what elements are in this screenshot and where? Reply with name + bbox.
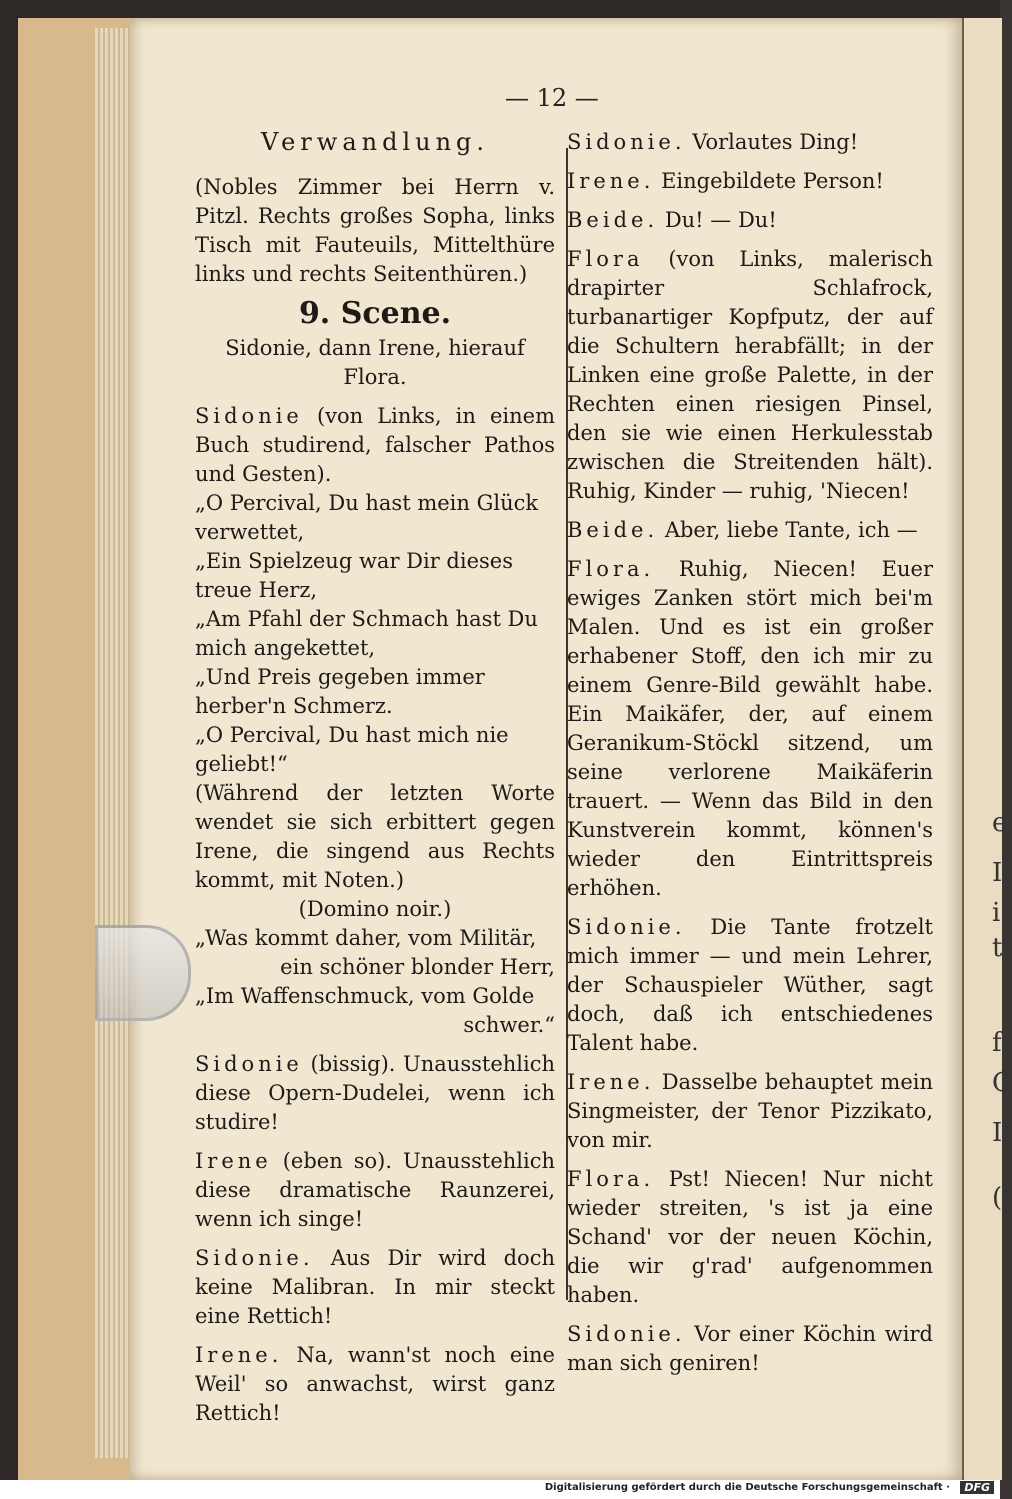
speech bbox=[195, 402, 555, 489]
speaker-name: Beide. bbox=[567, 518, 659, 542]
speech bbox=[195, 1341, 555, 1428]
speaker-name: Irene bbox=[195, 1149, 272, 1173]
speech-text: Vorlautes Ding! bbox=[692, 130, 859, 154]
speech-text: Ruhig, Niecen! Euer ewiges Zanken stört mich bei'm Malen. Und es ist ein großer erhabener Stoff, den ich mir zu einem Genre-Bild gewählt habe. Ein Maikäfer, der, auf einem Geranikum-Stöckl sitzend, um seine verlorene Maikäferin trauert. — Wenn das Bild in den Kunstverein kommt, können's wieder den Eintrittspreis erhöhen. bbox=[567, 557, 933, 900]
speech-text: Du! — Du! bbox=[664, 208, 777, 232]
speech bbox=[567, 167, 933, 196]
footer-bar bbox=[0, 1480, 1000, 1499]
speech bbox=[567, 1068, 933, 1155]
next-page-glyph: e bbox=[992, 808, 1008, 838]
next-page-glyph: I bbox=[992, 858, 1003, 888]
verse-line: „Am Pfahl der Schmach hast Du mich angekettet, bbox=[195, 607, 538, 660]
speech bbox=[195, 1147, 555, 1234]
page-edge-stack bbox=[95, 28, 135, 1458]
speaker-name: Irene. bbox=[195, 1343, 283, 1367]
speech-text: Na, wann'st noch eine Weil' so anwachst, wirst ganz Rettich! bbox=[195, 1343, 555, 1425]
right-column bbox=[567, 128, 933, 1378]
song-line: „Was kommt daher, vom Militär, bbox=[195, 926, 537, 950]
speaker-name: Sidonie bbox=[195, 1052, 303, 1076]
speech bbox=[195, 1244, 555, 1331]
speech-text: Eingebildete Person! bbox=[661, 169, 884, 193]
speaker-name: Beide. bbox=[567, 208, 659, 232]
speaker-name: Flora. bbox=[567, 557, 655, 581]
page-clip bbox=[95, 925, 191, 1021]
speech bbox=[567, 245, 933, 506]
song-line: schwer.“ bbox=[463, 1013, 555, 1037]
speech-text: Vor einer Köchin wird man sich geniren! bbox=[567, 1322, 933, 1375]
next-page-glyph: ( bbox=[992, 1183, 1003, 1213]
song-title: (Domino noir.) bbox=[298, 897, 452, 921]
speech bbox=[567, 1320, 933, 1378]
speech bbox=[567, 206, 933, 235]
next-page-glyph: i bbox=[992, 898, 1001, 928]
stage-direction: (Während der letzten Worte wendet sie sich erbittert gegen Irene, die singend aus Rechts kommt, mit Noten.) bbox=[195, 781, 555, 892]
dfg-logo: DFG bbox=[960, 1481, 994, 1494]
speech-direction: (von Links, malerisch drapirter Schlafrock, turbanartiger Kopfputz, der auf die Schultern herabfällt; in der Linken eine große Palette, in der Rechten einen riesigen Pinsel, den sie wie einen Herkulesstab zwischen die Streitenden hält). bbox=[567, 247, 933, 474]
verse-line: „O Percival, Du hast mich nie geliebt!“ bbox=[195, 723, 509, 776]
next-page-glyph: f bbox=[992, 1028, 1002, 1058]
left-column bbox=[195, 128, 555, 1428]
scene-characters: Sidonie, dann Irene, hierauf Flora. bbox=[225, 336, 525, 389]
speech-text: (bissig). Unausstehlich diese Opern-Dudelei, wenn ich studire! bbox=[195, 1052, 555, 1134]
speech-text: Aber, liebe Tante, ich — bbox=[664, 518, 918, 542]
speech bbox=[567, 1165, 933, 1310]
speech-text: (eben so). Unausstehlich diese dramatische Raunzerei, wenn ich singe! bbox=[195, 1149, 555, 1231]
next-page-glyph: t bbox=[992, 933, 1003, 963]
speech-text: Dasselbe behauptet mein Singmeister, der Tenor Pizzikato, von mir. bbox=[567, 1070, 933, 1152]
verse-line: „Ein Spielzeug war Dir dieses treue Herz, bbox=[195, 549, 513, 602]
speaker-name: Sidonie bbox=[195, 404, 303, 428]
speech bbox=[567, 555, 933, 903]
speech bbox=[567, 913, 933, 1058]
next-page-edge bbox=[962, 18, 1012, 1480]
scene-title: 9. Scene. bbox=[298, 296, 452, 331]
next-page-glyph: C bbox=[992, 1068, 1012, 1098]
speaker-name: Sidonie. bbox=[567, 1322, 686, 1346]
speech-text: Aus Dir wird doch keine Malibran. In mir steckt eine Rettich! bbox=[195, 1246, 555, 1328]
speaker-name: Sidonie. bbox=[195, 1246, 314, 1270]
speaker-name: Flora bbox=[567, 247, 644, 271]
verse-line: „Und Preis gegeben immer herber'n Schmerz. bbox=[195, 665, 485, 718]
speaker-name: Irene. bbox=[567, 1070, 655, 1094]
speech bbox=[567, 516, 933, 545]
speech bbox=[567, 128, 933, 157]
next-page-glyph: I bbox=[992, 1118, 1003, 1148]
section-heading: Verwandlung. bbox=[260, 128, 490, 156]
speech-text: Pst! Niecen! Nur nicht wieder streiten, 's ist ja eine Schand' vor der neuen Köchin, die wir g'rad' aufgenommen haben. bbox=[567, 1167, 933, 1307]
speech-direction: (von Links, in einem Buch studirend, falscher Pathos und Gesten). bbox=[195, 404, 555, 486]
speaker-name: Sidonie. bbox=[567, 130, 686, 154]
stage-direction: (Nobles Zimmer bei Herrn v. Pitzl. Rechts großes Sopha, links Tisch mit Fauteuils, Mittelthüre links und rechts Seitenthüren.) bbox=[195, 175, 555, 286]
speech-text: Ruhig, Kinder — ruhig, 'Niecen! bbox=[567, 479, 910, 503]
speech bbox=[195, 1050, 555, 1137]
verse-line: „O Percival, Du hast mein Glück verwettet, bbox=[195, 491, 539, 544]
page-number: — 12 — bbox=[505, 84, 599, 112]
speaker-name: Flora. bbox=[567, 1167, 655, 1191]
speech-text: Die Tante frotzelt mich immer — und mein Lehrer, der Schauspieler Wüther, sagt doch, daß ich entschiedenes Talent habe. bbox=[567, 915, 933, 1055]
speaker-name: Sidonie. bbox=[567, 915, 686, 939]
speaker-name: Irene. bbox=[567, 169, 655, 193]
song-line: ein schöner blonder Herr, bbox=[280, 955, 555, 979]
footer-credit: Digitalisierung gefördert durch die Deutsche Forschungsgemeinschaft · bbox=[544, 1482, 950, 1493]
song-line: „Im Waffenschmuck, vom Golde bbox=[195, 984, 535, 1008]
